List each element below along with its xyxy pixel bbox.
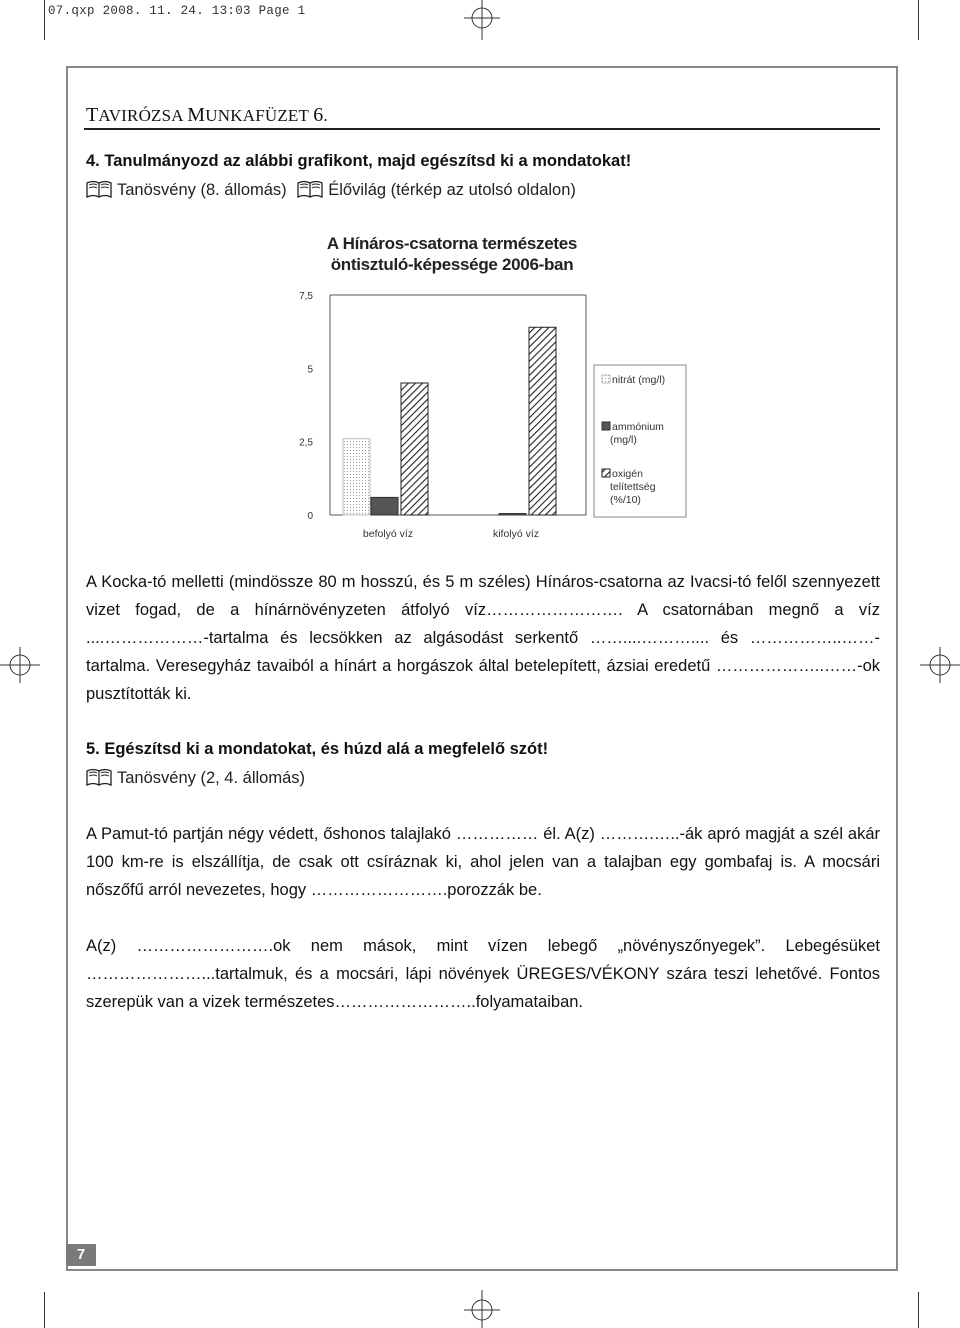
header-title: TAVIRÓZSA MUNKAFÜZET 6. (86, 104, 328, 126)
crop-mark-right-bottom (918, 1292, 919, 1328)
registration-mark-right (920, 645, 960, 685)
bar (499, 514, 526, 515)
legend-label: nitrát (mg/l) (612, 374, 666, 386)
legend-swatch (602, 375, 610, 383)
book-icon (86, 768, 112, 791)
print-slug: 07.qxp 2008. 11. 24. 13:03 Page 1 (48, 4, 306, 18)
source-elovilag: Élővilág (térkép az utolsó oldalon) (328, 181, 576, 199)
legend-swatch (602, 422, 610, 430)
task-5-heading: 5. Egészítsd ki a mondatokat, és húzd alá a megfelelő szót! (86, 740, 549, 758)
task-5-paragraph-1: A Pamut-tó partján négy védett, őshonos talajlakó …………… él. A(z) ……….…..-ák apró magját a szél akár 100 km-re is elszállítja, de csak ott csíráznak ki, ahol jelen van a talajban egy gombafaj is. A mocsári nőszőfű arról nevezetes, hogy …………………….porozzák be. (86, 825, 880, 899)
task-4-sources (86, 180, 576, 203)
bar (343, 439, 370, 515)
task-5-paragraph-2: A(z) …………………….ok nem mások, mint vízen lebegő „növényszőnyegek”. Lebegésüket …………………...tartalmuk, és a mocsári, lápi növények ÜREGES/VÉKONY szára teszi lehetővé. Fontos szerepük van a vizek természetes……………………..folyamataiban. (86, 937, 880, 1011)
x-tick-label: kifolyó víz (492, 528, 540, 540)
header-rule (84, 128, 880, 130)
bar (529, 327, 556, 515)
x-tick-label: befolyó víz (362, 528, 414, 540)
source-tanosveny: Tanösvény (8. állomás) (117, 181, 287, 199)
chart (290, 225, 690, 545)
y-tick-label: 7,5 (299, 291, 313, 302)
y-tick-label: 5 (307, 364, 313, 376)
y-tick-label: 0 (307, 511, 313, 522)
task-4-paragraph: A Kocka-tó melletti (mindössze 80 m hosszú, és 5 m széles) Hínáros-csatorna az Ivacsi-tó felől szennyezett vizet fogad, de a hínárnövényzeten átfolyó víz……………………. A csatornában megnő a víz ....………………-tartalma és lecsökken az algásodást serkentő ……....……….... és ……………..……-tartalma. Veresegyház tavaiból a hínárt a horgászok által betelepített, ázsiai eredetű ………………..……-ok pusztították ki. (86, 573, 880, 703)
y-tick-label: 2,5 (299, 437, 313, 449)
task-4-heading: 4. Tanulmányozd az alábbi grafikont, majd egészítsd ki a mondatokat! (86, 152, 632, 170)
crop-mark-right-top (918, 0, 919, 40)
crop-mark-left-bottom (44, 1292, 45, 1328)
page-header (86, 104, 328, 127)
legend-swatch (602, 469, 610, 477)
book-icon (297, 180, 323, 203)
page-number: 7 (66, 1244, 96, 1266)
chart-title: A Hínáros-csatorna természetes öntisztuló-képessége 2006-ban (326, 234, 578, 274)
bar (401, 383, 428, 515)
bar (371, 497, 398, 515)
task-5-source (86, 768, 305, 791)
registration-mark-top (462, 0, 502, 40)
book-icon (86, 180, 112, 203)
crop-mark-left-top (44, 0, 45, 40)
source-tanosveny-2-4: Tanösvény (2, 4. állomás) (117, 769, 306, 787)
registration-mark-bottom (462, 1290, 502, 1328)
legend-label: oxigén telítettség (%/10) (610, 468, 656, 506)
legend-label: ammónium (mg/l) (610, 421, 664, 446)
registration-mark-left (0, 645, 40, 685)
